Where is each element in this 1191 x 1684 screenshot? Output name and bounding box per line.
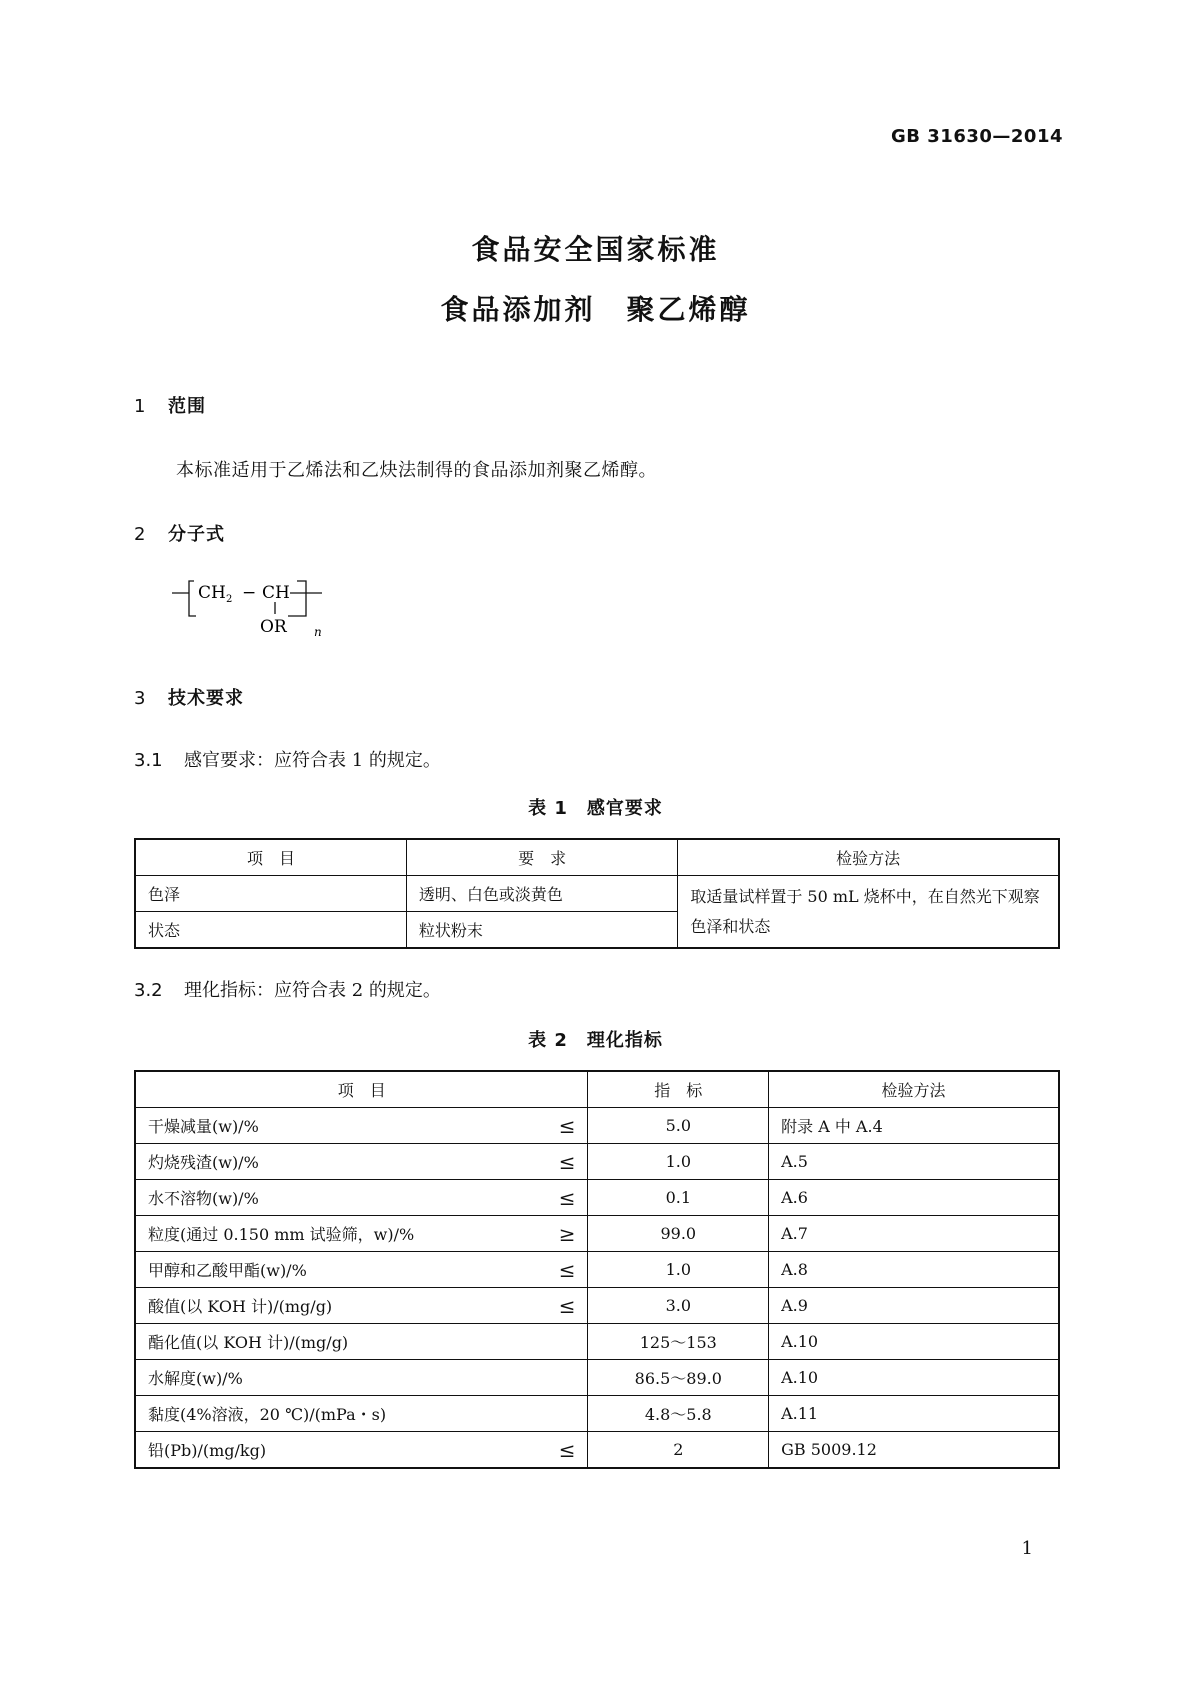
table-row <box>135 1432 1059 1469</box>
table-row <box>135 1288 1059 1324</box>
comparison-symbol: ≤ <box>558 1257 576 1282</box>
item-cell: 色泽 <box>135 876 406 912</box>
formula-or: OR <box>260 617 287 637</box>
formula-dash: − <box>242 583 257 603</box>
page-number: 1 <box>1021 1538 1033 1559</box>
item-label: 黏度(4%溶液，20 ℃)/(mPa・s) <box>148 1405 387 1424</box>
table-2-caption: 表 2 理化指标 <box>528 1030 663 1051</box>
item-label: 水解度(w)/% <box>148 1369 243 1388</box>
item-label: 水不溶物(w)/% <box>148 1189 259 1208</box>
scope-paragraph: 本标准适用于乙烯法和乙炔法制得的食品添加剂聚乙烯醇。 <box>176 460 657 481</box>
item-label: 酯化值(以 KOH 计)/(mg/g) <box>148 1333 349 1352</box>
item-cell <box>135 1288 588 1324</box>
comparison-symbol: ≤ <box>558 1437 576 1462</box>
table-row <box>135 876 1059 912</box>
subsection-number: 3.2 <box>134 980 163 1001</box>
method-cell: A.5 <box>769 1144 1059 1180</box>
item-cell <box>135 1180 588 1216</box>
item-cell <box>135 1108 588 1144</box>
section-1-heading <box>134 392 206 418</box>
value-cell: 125～153 <box>588 1324 769 1360</box>
header-item: 项 目 <box>135 839 406 876</box>
item-label: 干燥减量(w)/% <box>148 1117 259 1136</box>
physicochemical-indicators-table <box>134 1070 1060 1469</box>
table-row <box>135 1396 1059 1432</box>
method-cell: 附录 A 中 A.4 <box>769 1108 1059 1144</box>
item-cell <box>135 1252 588 1288</box>
item-cell <box>135 1432 588 1469</box>
item-label: 甲醇和乙酸甲酯(w)/% <box>148 1261 307 1280</box>
value-cell: 2 <box>588 1432 769 1469</box>
method-cell: A.7 <box>769 1216 1059 1252</box>
table-row <box>135 1180 1059 1216</box>
standard-number: GB 31630—2014 <box>891 126 1063 147</box>
value-cell: 99.0 <box>588 1216 769 1252</box>
section-title: 分子式 <box>168 524 225 545</box>
section-2-heading <box>134 520 225 546</box>
molecular-formula <box>172 576 342 646</box>
requirement-cell: 粒状粉末 <box>406 912 677 949</box>
section-number: 1 <box>134 396 146 417</box>
subsection-3-2 <box>134 976 441 1002</box>
method-cell: A.11 <box>769 1396 1059 1432</box>
header-method: 检验方法 <box>678 839 1059 876</box>
item-label: 铅(Pb)/(mg/kg) <box>148 1441 267 1460</box>
sensory-requirements-table <box>134 838 1060 949</box>
method-cell: A.10 <box>769 1360 1059 1396</box>
method-cell: 取适量试样置于 50 mL 烧杯中，在自然光下观察色泽和状态 <box>678 876 1059 949</box>
table-row <box>135 1252 1059 1288</box>
formula-bracket-left <box>189 581 196 616</box>
table-1-caption: 表 1 感官要求 <box>528 798 663 819</box>
comparison-symbol: ≤ <box>558 1149 576 1174</box>
header-method: 检验方法 <box>769 1071 1059 1108</box>
requirement-cell: 透明、白色或淡黄色 <box>406 876 677 912</box>
section-title: 范围 <box>168 396 206 417</box>
method-cell: A.6 <box>769 1180 1059 1216</box>
table-row <box>135 1324 1059 1360</box>
item-cell <box>135 1396 588 1432</box>
method-cell: A.10 <box>769 1324 1059 1360</box>
item-label: 粒度(通过 0.150 mm 试验筛，w)/% <box>148 1225 415 1244</box>
section-3-heading <box>134 684 244 710</box>
item-label: 酸值(以 KOH 计)/(mg/g) <box>148 1297 333 1316</box>
formula-ch2: CH <box>198 583 226 603</box>
header-indicator: 指 标 <box>588 1071 769 1108</box>
value-cell: 3.0 <box>588 1288 769 1324</box>
table-header-row <box>135 839 1059 876</box>
item-cell <box>135 1360 588 1396</box>
table-header-row <box>135 1071 1059 1108</box>
method-cell: A.9 <box>769 1288 1059 1324</box>
item-label: 灼烧残渣(w)/% <box>148 1153 259 1172</box>
document-title: 食品安全国家标准 <box>471 233 720 266</box>
comparison-symbol: ≤ <box>558 1293 576 1318</box>
table-row <box>135 1144 1059 1180</box>
header-requirement: 要 求 <box>406 839 677 876</box>
formula-n: n <box>314 625 322 639</box>
section-number: 2 <box>134 524 146 545</box>
subsection-number: 3.1 <box>134 750 163 771</box>
table-row <box>135 1108 1059 1144</box>
value-cell: 4.8～5.8 <box>588 1396 769 1432</box>
item-cell <box>135 1144 588 1180</box>
comparison-symbol: ≥ <box>558 1221 576 1246</box>
value-cell: 1.0 <box>588 1252 769 1288</box>
item-cell <box>135 1324 588 1360</box>
formula-bracket-right <box>288 581 306 616</box>
subsection-3-1 <box>134 746 441 772</box>
table-row <box>135 1360 1059 1396</box>
subsection-text: 感官要求：应符合表 1 的规定。 <box>184 750 441 771</box>
subsection-text: 理化指标：应符合表 2 的规定。 <box>184 980 441 1001</box>
section-number: 3 <box>134 688 146 709</box>
value-cell: 0.1 <box>588 1180 769 1216</box>
value-cell: 5.0 <box>588 1108 769 1144</box>
table-row <box>135 1216 1059 1252</box>
comparison-symbol: ≤ <box>558 1113 576 1138</box>
value-cell: 1.0 <box>588 1144 769 1180</box>
item-cell: 状态 <box>135 912 406 949</box>
formula-ch: CH <box>262 583 290 603</box>
section-title: 技术要求 <box>168 688 244 709</box>
method-cell: GB 5009.12 <box>769 1432 1059 1469</box>
header-item: 项 目 <box>135 1071 588 1108</box>
value-cell: 86.5～89.0 <box>588 1360 769 1396</box>
document-subtitle: 食品添加剂 聚乙烯醇 <box>440 293 751 326</box>
item-cell <box>135 1216 588 1252</box>
method-cell: A.8 <box>769 1252 1059 1288</box>
formula-subscript: 2 <box>226 594 233 605</box>
comparison-symbol: ≤ <box>558 1185 576 1210</box>
